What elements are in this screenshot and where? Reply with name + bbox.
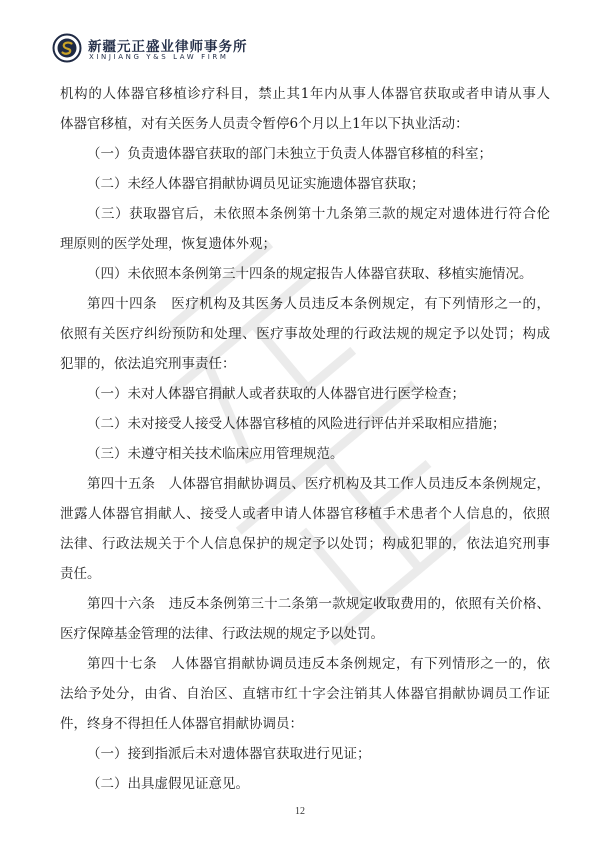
text-line: 机构的人体器官移植诊疗科目，禁止其1年内从事人体器官获取或者申请从事人 [60, 86, 550, 102]
text-line: 理原则的医学处理，恢复遗体外观； [60, 236, 276, 252]
firm-logo-icon [52, 33, 82, 63]
text-line: 法律、行政法规关于个人信息保护的规定予以处罚；构成犯罪的，依法追究刑事 [60, 536, 550, 552]
text-line: （二）未经人体器官捐献协调员见证实施遗体器官获取； [87, 176, 425, 192]
text-line: （一）未对人体器官捐献人或者获取的人体器官进行医学检查； [87, 386, 465, 402]
text-line: 体器官移植，对有关医务人员责令暂停6个月以上1年以下执业活动： [60, 116, 469, 132]
article-47-heading-line: 第四十七条 人体器官捐献协调员违反本条例规定，有下列情形之一的，依 [87, 656, 550, 672]
letterhead [52, 33, 352, 67]
page-number: 12 [295, 806, 305, 817]
text-line: （二）未对接受人接受人体器官移植的风险进行评估并采取相应措施； [87, 416, 506, 432]
text-line: （三）获取器官后，未依照本条例第十九条第三款的规定对遗体进行符合伦 [87, 206, 550, 222]
article-46-heading-line: 第四十六条 违反本条例第三十二条第一款规定收取费用的，依照有关价格、 [87, 596, 550, 612]
text-line: （一）接到指派后未对遗体器官获取进行见证； [87, 746, 371, 762]
text-line: 医疗保障基金管理的法律、行政法规的规定予以处罚。 [60, 626, 384, 642]
text-line: （一）负责遗体器官获取的部门未独立于负责人体器官移植的科室； [87, 146, 492, 162]
article-45-heading-line: 第四十五条 人体器官捐献协调员、医疗机构及其工作人员违反本条例规定， [87, 476, 550, 492]
firm-name-en: XINJIANG Y&S LAW FIRM [89, 53, 229, 61]
text-line: （四）未依照本条例第三十四条的规定报告人体器官获取、移植实施情况。 [87, 266, 533, 282]
text-line: 依照有关医疗纠纷预防和处理、医疗事故处理的行政法规的规定予以处罚；构成 [60, 326, 550, 342]
article-44-heading-line: 第四十四条 医疗机构及其医务人员违反本条例规定，有下列情形之一的， [87, 296, 550, 312]
firm-name-cn: 新疆元正盛业律师事务所 [88, 39, 248, 55]
text-line: 法给予处分，由省、自治区、直辖市红十字会注销其人体器官捐献协调员工作证 [60, 686, 550, 702]
text-line: 件，终身不得担任人体器官捐献协调员： [60, 716, 303, 732]
text-line: （三）未遵守相关技术临床应用管理规范。 [87, 446, 344, 462]
text-line: （二）出具虚假见证意见。 [87, 776, 249, 792]
text-line: 犯罪的，依法追究刑事责任： [60, 356, 236, 372]
text-line: 责任。 [60, 566, 101, 582]
text-line: 泄露人体器官捐献人、接受人或者申请人体器官移植手术患者个人信息的，依照 [60, 506, 550, 522]
